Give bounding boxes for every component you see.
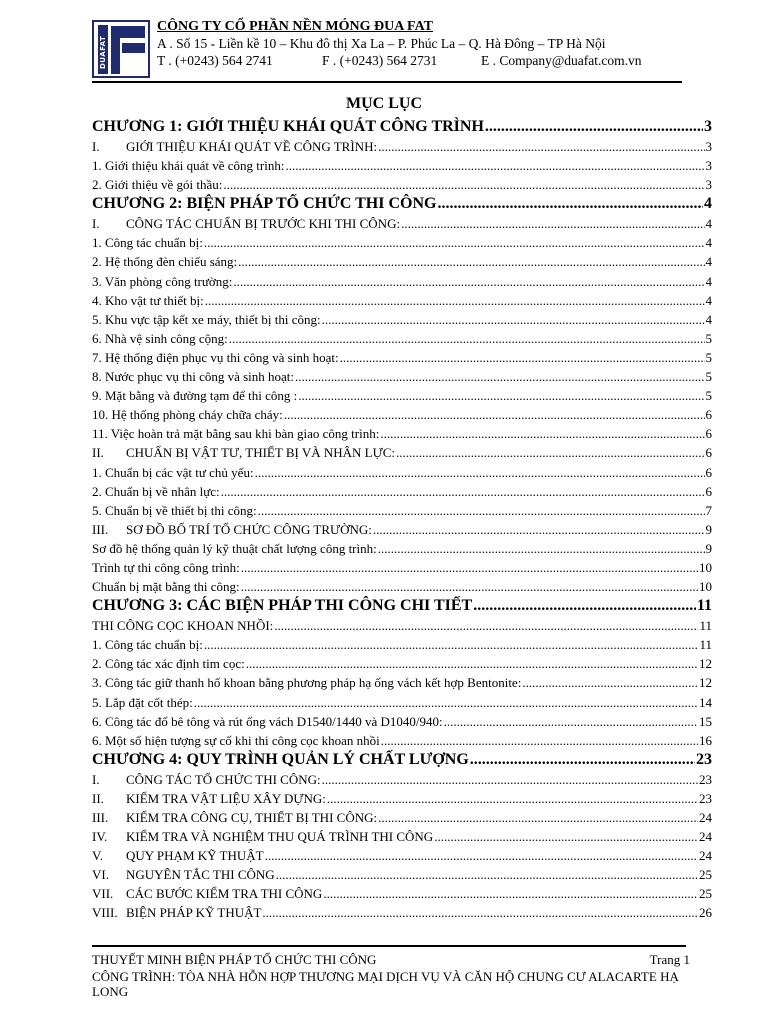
toc-leader-dots: [276, 865, 698, 884]
toc-entry-label: [92, 482, 220, 501]
toc-entry-label: [92, 501, 257, 520]
toc-entry-label: [92, 310, 321, 329]
toc-leader-dots: [285, 156, 704, 175]
toc-entry-label: [92, 175, 222, 194]
toc-page-number: 5: [705, 369, 712, 385]
toc-entry-text: 9. Mặt bằng và đường tạm để thi công :: [92, 388, 298, 404]
toc-leader-dots: [327, 789, 698, 808]
toc-page-number: 4: [705, 254, 712, 270]
toc-leader-dots: [373, 520, 705, 539]
toc-entry-text: 6. Nhà vệ sinh công cộng:: [92, 330, 228, 346]
toc-entry[interactable]: [92, 291, 712, 310]
toc-entry-number: III.: [92, 810, 109, 825]
toc-entry-label: [92, 348, 339, 367]
footer-project: CÔNG TRÌNH: TÒA NHÀ HỖN HỢP THƯƠNG MẠI DỊCH VỤ VÀ CĂN HỘ CHUNG CƯ ALACARTE HẠ LONG: [92, 969, 679, 999]
toc-entry-number: I.: [92, 771, 100, 787]
toc-entry-text: 5. Chuẩn bị về thiết bị thi công:: [92, 502, 257, 518]
toc-entry[interactable]: [92, 329, 712, 348]
header-divider: [92, 81, 682, 83]
toc-entry-label: [92, 214, 400, 233]
toc-page-number: 5: [705, 330, 712, 346]
toc-leader-dots: [298, 386, 704, 405]
toc-entry[interactable]: [92, 463, 712, 482]
toc-leader-dots: [194, 693, 698, 712]
toc-entry-text: CHƯƠNG 3: CÁC BIỆN PHÁP THI CÔNG CHI TIẾT: [92, 597, 473, 615]
toc-leader-dots: [255, 463, 705, 482]
toc-entry-text: 7. Hệ thống điện phục vụ thi công và sinh hoạt:: [92, 349, 339, 365]
toc-entry-text: SƠ ĐỒ BỐ TRÍ TỔ CHỨC CÔNG TRƯỜNG:: [126, 521, 372, 537]
toc-entry-text: 1. Chuẩn bị các vật tư chủ yếu:: [92, 464, 254, 480]
toc-entry[interactable]: [92, 673, 712, 692]
toc-entry-label: [92, 865, 275, 884]
toc-page-number: 3: [705, 177, 712, 193]
toc-entry[interactable]: [92, 558, 712, 577]
toc-entry-text: 1. Giới thiệu khái quát về công trình:: [92, 158, 285, 174]
toc-entry-label: [92, 558, 240, 577]
toc-entry-text: 8. Nước phục vụ thi công và sinh hoạt:: [92, 369, 295, 385]
toc-page-number: 23: [699, 771, 712, 787]
toc-leader-dots: [437, 194, 703, 214]
toc-entry-label: [92, 291, 204, 310]
toc-page-number: 4: [705, 311, 712, 327]
toc-entry[interactable]: [92, 903, 712, 922]
toc-leader-dots: [265, 846, 698, 865]
toc-leader-dots: [380, 424, 704, 443]
toc-entry[interactable]: [92, 731, 712, 750]
toc-page-number: 6: [705, 407, 712, 423]
toc-entry-number: I.: [92, 139, 100, 154]
toc-leader-dots: [284, 405, 705, 424]
toc-leader-dots: [246, 654, 698, 673]
toc-entry-number: II.: [92, 790, 104, 806]
toc-entry-label: [92, 596, 472, 616]
toc-entry[interactable]: [92, 789, 712, 808]
toc-chapter-entry[interactable]: [92, 194, 712, 214]
footer-divider: [92, 945, 686, 947]
toc-entry-text: 2. Giới thiệu về gói thầu:: [92, 177, 223, 193]
toc-leader-dots: [238, 252, 704, 271]
toc-leader-dots: [470, 750, 695, 770]
toc-leader-dots: [485, 117, 703, 137]
toc-leader-dots: [204, 635, 699, 654]
toc-entry[interactable]: [92, 520, 712, 539]
toc-entry-label: [92, 137, 377, 156]
toc-leader-dots: [381, 731, 698, 750]
toc-page-number: 4: [705, 216, 712, 232]
toc-entry-text: 5. Khu vực tập kết xe máy, thiết bị thi công:: [92, 311, 321, 327]
toc-entry-label: [92, 577, 240, 596]
toc-entry[interactable]: [92, 712, 712, 731]
toc-entry-label: [92, 616, 273, 635]
toc-entry[interactable]: [92, 884, 712, 903]
toc-entry-text: 10. Hệ thống phòng cháy chữa cháy:: [92, 407, 283, 423]
toc-entry[interactable]: [92, 865, 712, 884]
company-email: E . Company@duafat.com.vn: [481, 53, 642, 68]
toc-entry[interactable]: [92, 367, 712, 386]
toc-entry-text: 11. Việc hoàn trả mặt bằng sau khi bàn giao công trình:: [92, 426, 380, 442]
toc-page-number: 5: [705, 388, 712, 404]
toc-page-number: 25: [699, 886, 712, 902]
toc-entry-label: [92, 654, 245, 673]
toc-entry-text: CHƯƠNG 2: BIỆN PHÁP TỔ CHỨC THI CÔNG: [92, 195, 437, 213]
toc-entry-label: [92, 520, 372, 539]
toc-entry-label: [92, 827, 433, 846]
toc-entry-text: KIỂM TRA VÀ NGHIỆM THU QUÁ TRÌNH THI CÔNG: [126, 829, 434, 845]
toc-entry-number: VIII.: [92, 905, 118, 921]
toc-entry-number: V.: [92, 848, 103, 864]
toc-entry[interactable]: [92, 635, 712, 654]
toc-leader-dots: [223, 175, 704, 194]
toc-entry-label: [92, 673, 521, 692]
toc-page-number: 24: [699, 810, 712, 825]
toc-entry-text: 3. Văn phòng công trường:: [92, 273, 233, 289]
toc-entry-text: 1. Công tác chuẩn bị:: [92, 235, 203, 251]
toc-leader-dots: [205, 291, 705, 310]
toc-entry[interactable]: [92, 846, 712, 865]
toc-entry-label: [92, 252, 237, 271]
toc-entry-text: 3. Công tác giữ thanh hố khoan bằng phương pháp hạ ống vách kết hợp Bentonite:: [92, 675, 522, 691]
letterhead: [92, 18, 688, 80]
toc-entry[interactable]: [92, 501, 712, 520]
toc-entry-label: [92, 272, 232, 291]
toc-entry-text: GIỚI THIỆU KHÁI QUÁT VỀ CÔNG TRÌNH:: [126, 139, 378, 154]
toc-entry-number: IV.: [92, 829, 108, 845]
toc-page-number: 10: [699, 559, 712, 575]
toc-page-number: 12: [699, 656, 712, 672]
page-footer: [92, 952, 690, 999]
toc-entry[interactable]: [92, 482, 712, 501]
toc-entry-text: CÔNG TÁC TỔ CHỨC THI CÔNG:: [126, 771, 321, 787]
toc-entry-number: II.: [92, 445, 104, 461]
toc-page-number: 4: [705, 235, 712, 251]
toc-entry-label: [92, 386, 297, 405]
toc-entry-text: 5. Lắp đặt cốt thép:: [92, 694, 193, 710]
toc-page-number: 12: [699, 675, 712, 691]
toc-entry[interactable]: [92, 175, 712, 194]
toc-entry-text: 6. Công tác đổ bê tông và rút ống vách D1540/1440 và D1040/940:: [92, 713, 443, 729]
toc-leader-dots: [229, 329, 705, 348]
toc-entry-label: [92, 635, 203, 654]
toc-leader-dots: [204, 233, 705, 252]
toc-entry[interactable]: [92, 310, 712, 329]
toc-page-number: 16: [699, 732, 712, 748]
toc-leader-dots: [274, 616, 698, 635]
toc-leader-dots: [221, 482, 705, 501]
toc-entry-label: [92, 233, 203, 252]
toc-entry[interactable]: [92, 539, 712, 558]
toc-entry-text: THI CÔNG CỌC KHOAN NHỒI:: [92, 618, 274, 634]
toc-entry[interactable]: [92, 156, 712, 175]
toc-page-number: 7: [705, 502, 712, 518]
toc-entry[interactable]: [92, 770, 712, 789]
toc-chapter-entry[interactable]: [92, 596, 712, 616]
toc-entry-label: [92, 424, 379, 443]
toc-page-number: 6: [705, 445, 712, 461]
toc-leader-dots: [340, 348, 705, 367]
toc-page-number: 23: [696, 750, 712, 768]
toc-page-number: 3: [704, 118, 712, 135]
logo-text: DUAFAT: [99, 35, 107, 69]
toc-entry[interactable]: [92, 827, 712, 846]
contact-row: [157, 52, 697, 69]
company-name: CÔNG TY CỔ PHẦN NỀN MÓNG ĐUA FAT: [157, 19, 433, 34]
toc-leader-dots: [434, 827, 698, 846]
footer-page-number: Trang 1: [649, 952, 690, 967]
toc-page-number: 24: [699, 829, 712, 845]
toc-entry[interactable]: [92, 252, 712, 271]
toc-leader-dots: [322, 310, 705, 329]
logo-f-mid: [122, 43, 145, 53]
toc-entry-label: [92, 156, 284, 175]
toc-entry-label: [92, 884, 322, 903]
toc-page-number: 5: [705, 349, 712, 365]
toc-leader-dots: [323, 884, 698, 903]
toc-page-number: 14: [699, 694, 712, 710]
toc-entry[interactable]: [92, 577, 712, 596]
toc-entry[interactable]: [92, 424, 712, 443]
toc-leader-dots: [522, 673, 698, 692]
toc-leader-dots: [378, 539, 705, 558]
toc-entry-label: [92, 693, 193, 712]
company-logo: [92, 20, 150, 78]
toc-entry-label: [92, 712, 443, 731]
toc-entry-text: CÔNG TÁC CHUẨN BỊ TRƯỚC KHI THI CÔNG:: [126, 216, 401, 232]
toc-page-number: 6: [705, 483, 712, 499]
logo-f-stem: [111, 38, 120, 74]
toc-page-number: 9: [705, 540, 712, 556]
toc-entry-label: [92, 808, 377, 827]
toc-page-number: 11: [699, 618, 712, 634]
toc-entry-label: [92, 903, 261, 922]
toc-title: MỤC LỤC: [346, 95, 422, 112]
toc-leader-dots: [378, 808, 698, 827]
toc-entry-text: Trình tự thi công công trình:: [92, 559, 240, 575]
toc-entry-text: KIỂM TRA VẬT LIỆU XÂY DỰNG:: [126, 790, 326, 806]
toc-entry[interactable]: [92, 214, 712, 233]
toc-leader-dots: [322, 770, 698, 789]
toc-entry-text: 4. Kho vật tư thiết bị:: [92, 292, 204, 308]
toc-entry-label: [92, 194, 436, 214]
toc-leader-dots: [262, 903, 698, 922]
toc-page-number: 4: [705, 273, 712, 289]
toc-entry-text: CHUẨN BỊ VẬT TƯ, THIẾT BỊ VÀ NHÂN LỰC:: [126, 445, 395, 461]
toc-entry-text: Sơ đồ hệ thống quản lý kỹ thuật chất lượng công trình:: [92, 540, 377, 556]
toc-entry-number: VII.: [92, 886, 114, 902]
toc-entry-text: Chuẩn bị mặt bằng thi công:: [92, 579, 240, 595]
toc-entry-label: [92, 367, 294, 386]
toc-entry-label: [92, 463, 254, 482]
toc-entry[interactable]: [92, 808, 712, 827]
toc-leader-dots: [401, 214, 704, 233]
footer-line: [92, 952, 690, 969]
footer-doc-title: THUYẾT MINH BIỆN PHÁP TỔ CHỨC THI CÔNG: [92, 952, 377, 967]
toc-leader-dots: [396, 443, 705, 462]
toc-entry-label: [92, 789, 326, 808]
toc-entry[interactable]: [92, 654, 712, 673]
toc-chapter-entry[interactable]: [92, 117, 712, 137]
toc-leader-dots: [473, 596, 696, 616]
toc-leader-dots: [258, 501, 705, 520]
logo-f-top: [111, 26, 145, 38]
toc-entry[interactable]: [92, 348, 712, 367]
table-of-contents: [92, 117, 712, 923]
toc-entry-text: 2. Chuẩn bị về nhân lực:: [92, 483, 220, 499]
toc-page-number: 6: [705, 464, 712, 480]
toc-page-number: 11: [699, 637, 712, 653]
toc-entry-number: VI.: [92, 867, 109, 883]
toc-entry[interactable]: [92, 693, 712, 712]
toc-entry[interactable]: [92, 137, 712, 156]
toc-entry-number: I.: [92, 216, 100, 232]
toc-entry[interactable]: [92, 386, 712, 405]
toc-entry-label: [92, 770, 321, 789]
toc-leader-dots: [241, 577, 698, 596]
company-info: [157, 18, 697, 69]
toc-entry-number: III.: [92, 521, 109, 537]
toc-entry-label: [92, 117, 484, 137]
toc-page-number: 4: [705, 292, 712, 308]
toc-entry-label: [92, 539, 377, 558]
toc-page-number: 26: [699, 905, 712, 921]
toc-entry-text: BIỆN PHÁP KỸ THUẬT: [126, 905, 262, 921]
toc-entry-label: [92, 846, 264, 865]
toc-page-number: 3: [705, 158, 712, 174]
toc-page-number: 9: [705, 521, 712, 537]
toc-leader-dots: [444, 712, 698, 731]
toc-entry-text: CHƯƠNG 4: QUY TRÌNH QUẢN LÝ CHẤT LƯỢNG: [92, 750, 469, 768]
toc-page-number: 23: [699, 790, 712, 806]
toc-entry[interactable]: [92, 272, 712, 291]
toc-entry-label: [92, 329, 228, 348]
toc-leader-dots: [295, 367, 704, 386]
toc-entry-text: QUY PHẠM KỸ THUẬT: [126, 848, 264, 864]
toc-leader-dots: [233, 272, 704, 291]
toc-chapter-entry[interactable]: [92, 750, 712, 770]
toc-page-number: 6: [705, 426, 712, 442]
toc-leader-dots: [241, 558, 698, 577]
company-address: A . Số 15 - Liền kề 10 – Khu đô thị Xa La – P. Phúc La – Q. Hà Đông – TP Hà Nội: [157, 36, 606, 51]
toc-entry-label: [92, 750, 469, 770]
toc-entry[interactable]: [92, 405, 712, 424]
toc-page-number: 15: [699, 713, 712, 729]
toc-page-number: 24: [699, 848, 712, 864]
toc-page-number: 10: [699, 579, 712, 595]
toc-entry-text: KIỂM TRA CÔNG CỤ, THIẾT BỊ THI CÔNG:: [126, 810, 378, 825]
toc-entry-label: [92, 731, 380, 750]
toc-entry-label: [92, 405, 283, 424]
toc-entry-text: 2. Công tác xác định tim cọc:: [92, 656, 245, 672]
toc-entry[interactable]: [92, 233, 712, 252]
toc-entry-text: CÁC BƯỚC KIỂM TRA THI CÔNG: [126, 886, 323, 902]
toc-page-number: 4: [704, 195, 712, 213]
toc-leader-dots: [378, 137, 704, 156]
toc-entry-text: 6. Một số hiện tượng sự cố khi thi công cọc khoan nhồi: [92, 732, 380, 748]
toc-entry-label: [92, 443, 395, 462]
toc-entry-text: NGUYÊN TẮC THI CÔNG: [126, 867, 275, 883]
toc-entry-text: 1. Công tác chuẩn bị:: [92, 637, 203, 653]
toc-entry-text: CHƯƠNG 1: GIỚI THIỆU KHÁI QUÁT CÔNG TRÌNH: [92, 118, 484, 135]
toc-page-number: 25: [699, 867, 712, 883]
toc-page-number: 11: [696, 597, 712, 615]
toc-page-number: 3: [705, 139, 712, 154]
toc-entry-text: 2. Hệ thống đèn chiếu sáng:: [92, 254, 238, 270]
company-phone: T . (+0243) 564 2741: [157, 53, 273, 68]
toc-entry[interactable]: [92, 443, 712, 462]
company-fax: F . (+0243) 564 2731: [322, 53, 438, 68]
toc-entry[interactable]: [92, 616, 712, 635]
